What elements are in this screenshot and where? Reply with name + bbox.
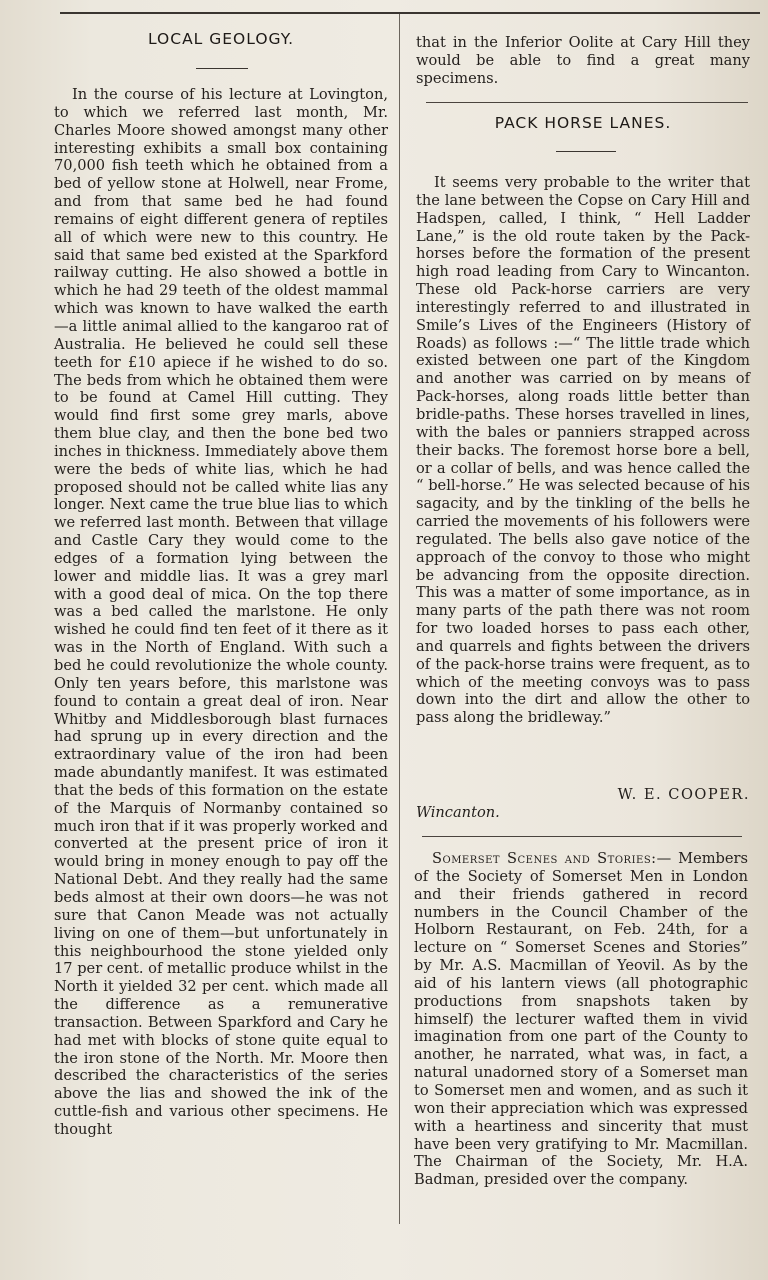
section-rule-1	[426, 102, 748, 103]
somerset-scenes-article	[414, 850, 748, 1189]
local-geology-heading: LOCAL GEOLOGY.	[147, 30, 295, 48]
column-divider	[399, 14, 400, 1224]
somerset-scenes-paragraph	[414, 850, 748, 1189]
somerset-scenes-lead: Somerset Scenes and Stories:—	[432, 850, 672, 867]
pack-horse-article	[416, 174, 750, 727]
somerset-scenes-body: Members of the Society of Somerset Men in London and their friends gathered in record numbers in the Council Chamber of the Holborn Restaurant, on Feb. 24th, for a lecture on “ Somerset Scenes and Stories” by Mr. A.S. Macmillan of Yeovil. As by the aid of his lantern views (all photographic productions from snapshots taken by himself) the lecturer wafted them in vivid imagination from one part of the County to another, he narrated, what was, in fact, a natural unadorned story of a Somerset man to Somerset men and women, and as such it won their appreciation which was expressed with a heartiness and sincerity that must have been very gratifying to Mr. Macmillan. The Chairman of the Society, Mr. H.A. Badman, presided over the company.	[414, 850, 748, 1189]
pack-horse-heading: PACK HORSE LANES.	[494, 114, 672, 132]
pack-horse-place: Wincanton.	[416, 804, 500, 821]
local-geology-body: In the course of his lecture at Lovington, to which we referred last month, Mr. Charles Moore showed amongst many other interesting exhibits a small box containing 70,000 fish teeth which he obtained from a bed of yellow stone at Holwell, near Frome, and from that same bed he had found remains of eight different genera of reptiles all of which were new to this country. He said that same bed existed at the Sparkford railway cutting. He also showed a bottle in which he had 29 teeth of the oldest mammal which was known to have walked the earth—a little animal allied to the kangaroo rat of Australia. He believed he could sell these teeth for £10 apiece if he wished to do so. The beds from which he obtained them were to be found at Camel Hill cutting. They would find first some grey marls, above them blue clay, and then the bone bed two inches in thickness. Immediately above them were the beds of white lias, which he had proposed should not be called white lias any longer. Next came the true blue lias to which we referred last month. Between that village and Castle Cary they would come to the edges of a formation lying between the lower and middle lias. It was a grey marl with a good deal of mica. On the top there was a bed called the marlstone. He only wished he could find ten feet of it there as it was in the North of England. With such a bed he could revolutionize the whole county. Only ten years before, this marlstone was found to contain a great deal of iron. Near Whitby and Middlesborough blast furnaces had sprung up in every direction and the extraordinary value of the iron had been made abundantly manifest. It was estimated that the beds of this formation on the estate of the Marquis of Normanby contained so much iron that if it was properly worked and converted at the present price of iron it would bring in money enough to pay off the National Debt. And they really had the same beds almost at their own doors—he was not sure that Canon Meade was not actually living on one of them—but unfortunately in this neighbourhood the stone yielded only 17 per cent. of metallic produce whilst in the North it yielded 32 per cent. which made all the difference as a remunerative transaction. Between Sparkford and Cary he had met with blocks of stone quite equal to the iron stone of the North. Mr. Moore then described the characteristics of the series above the lias and showed the ink of the cuttle-fish and various other specimens. He thought	[54, 86, 388, 1138]
local-geology-continuation-text: that in the Inferior Oolite at Cary Hill they would be able to find a great many specimens.	[416, 34, 750, 87]
pack-horse-heading-rule	[556, 151, 616, 152]
pack-horse-body: It seems very probable to the writer that the lane between the Copse on Cary Hill and Hadspen, called, I think, “ Hell Ladder Lane,” is the old route taken by the Pack-horses before the formation of the present high road leading from Cary to Wincanton. These old Pack-horse carriers are very interestingly referred to and illustrated in Smile’s Lives of the Engineers (History of Roads) as follows :—“ The little trade which existed between one part of the Kingdom and another was carried on by means of Pack-horses, along roads little better than bridle-paths. These horses travelled in lines, with the bales or panniers strapped across their backs. The foremost horse bore a bell, or a collar of bells, and was hence called the “ bell-horse.” He was selected because of his sagacity, and by the tinkling of the bells he carried the movements of his followers were regulated. The bells also gave notice of the approach of the convoy to those who might be advancing from the opposite direction. This was a matter of some importance, as in many parts of the path there was not room for two loaded horses to pass each other, and quarrels and fights between the drivers of the pack-horse trains were frequent, as to which of the meeting convoys was to pass down into the dirt and allow the other to pass along the bridleway.”	[416, 174, 750, 727]
geology-heading-rule	[196, 68, 248, 69]
local-geology-continuation	[416, 34, 750, 88]
pack-horse-author: W. E. COOPER.	[617, 786, 750, 803]
top-rule	[60, 12, 760, 14]
section-rule-2	[422, 836, 742, 837]
local-geology-article	[54, 86, 388, 1139]
